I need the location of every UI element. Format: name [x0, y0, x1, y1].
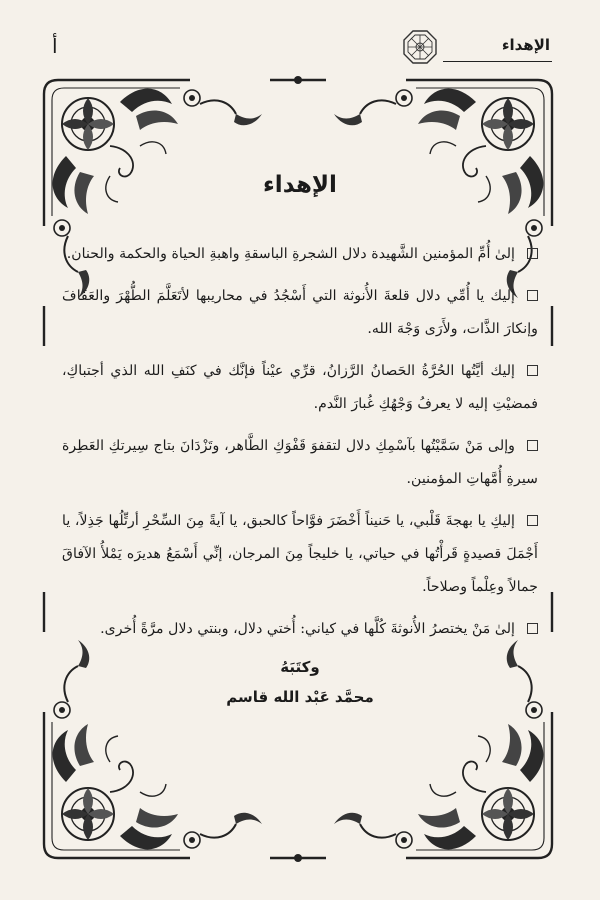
- dedication-paragraph: [62, 505, 538, 604]
- square-bullet-icon: [527, 515, 538, 526]
- square-bullet-icon: [527, 248, 538, 259]
- paragraph-text: إليك أيَّتُها الحُرَّةُ الحَصانُ الرَّزانُ، قرِّي عيْناً فإنَّك في كنَفِ الله الذي أجتباكِ، فمضيْتِ إليه لا يعرفُ وَجْهُكِ غُبارَ النَّدم.: [62, 363, 538, 412]
- square-bullet-icon: [527, 365, 538, 376]
- square-bullet-icon: [527, 623, 538, 634]
- page-header: [0, 28, 600, 68]
- author-name: محمَّد عَبْد الله قاسم: [226, 688, 374, 706]
- dedication-paragraph: [62, 355, 538, 421]
- signature-block: [62, 658, 538, 706]
- dedication-title: الإهداء: [263, 172, 337, 198]
- square-bullet-icon: [527, 290, 538, 301]
- paragraph-text: إليكِ يا بهجةَ قَلْبي، يا حَنيناً أَخْضَرَ فوَّاحاً كالحبق، يا آيةً مِنَ السِّحْرِ أرتِّلُها جَذِلاً، يا أَجْمَلَ قصيدةٍ قَرأْتُها في حياتي، يا خليجاً مِنَ المرجان، إنِّي أَسْمَعُ هديرَه يَمْلأُ الآفاقَ جمالاً وعِلْماً وصلاحاً.: [62, 513, 538, 595]
- paragraph-text: إليك يا أُمِّي دلال قلعةَ الأُنوثة التي أَسْجُدُ في محاريبها لأتَعَلَّمَ الطُّهْرَ والعَفَافَ وإنكارَ الذَّات، ولأَرَى وَجْهَ الله.: [62, 288, 538, 337]
- paragraph-text: إلىٰ مَنْ يختصرُ الأُنوثةَ كُلَّها في كياني: أُختي دلال، وبنتي دلال مرَّةً أُخرى.: [100, 621, 515, 637]
- octagonal-ornament-icon: [403, 30, 437, 64]
- header-rule: [443, 61, 552, 62]
- running-title: الإهداء: [501, 36, 550, 54]
- square-bullet-icon: [527, 440, 538, 451]
- dedication-paragraph: [62, 613, 538, 646]
- signature-label: وكتَبَهُ: [280, 658, 320, 676]
- dedication-paragraph: [62, 430, 538, 496]
- dedication-body: [62, 172, 538, 706]
- paragraph-text: إلىٰ أُمِّ المؤمنين الشَّهيدة دلال الشجرةِ الباسقةِ واهبةِ الحياة والحكمة والحنان.: [66, 246, 515, 262]
- paragraph-text: وإلى مَنْ سَمَّيْتُها بآسْمِكِ دلال لتقفوَ قَفْوَكِ الطَّاهر، وتَزْدَانَ بتاج سِيرتكِ العَطِرة سيرةِ أُمَّهاتِ المؤمنين.: [62, 438, 538, 487]
- dedication-paragraph: [62, 238, 538, 271]
- page-number: أ: [52, 34, 58, 58]
- dedication-paragraph: [62, 280, 538, 346]
